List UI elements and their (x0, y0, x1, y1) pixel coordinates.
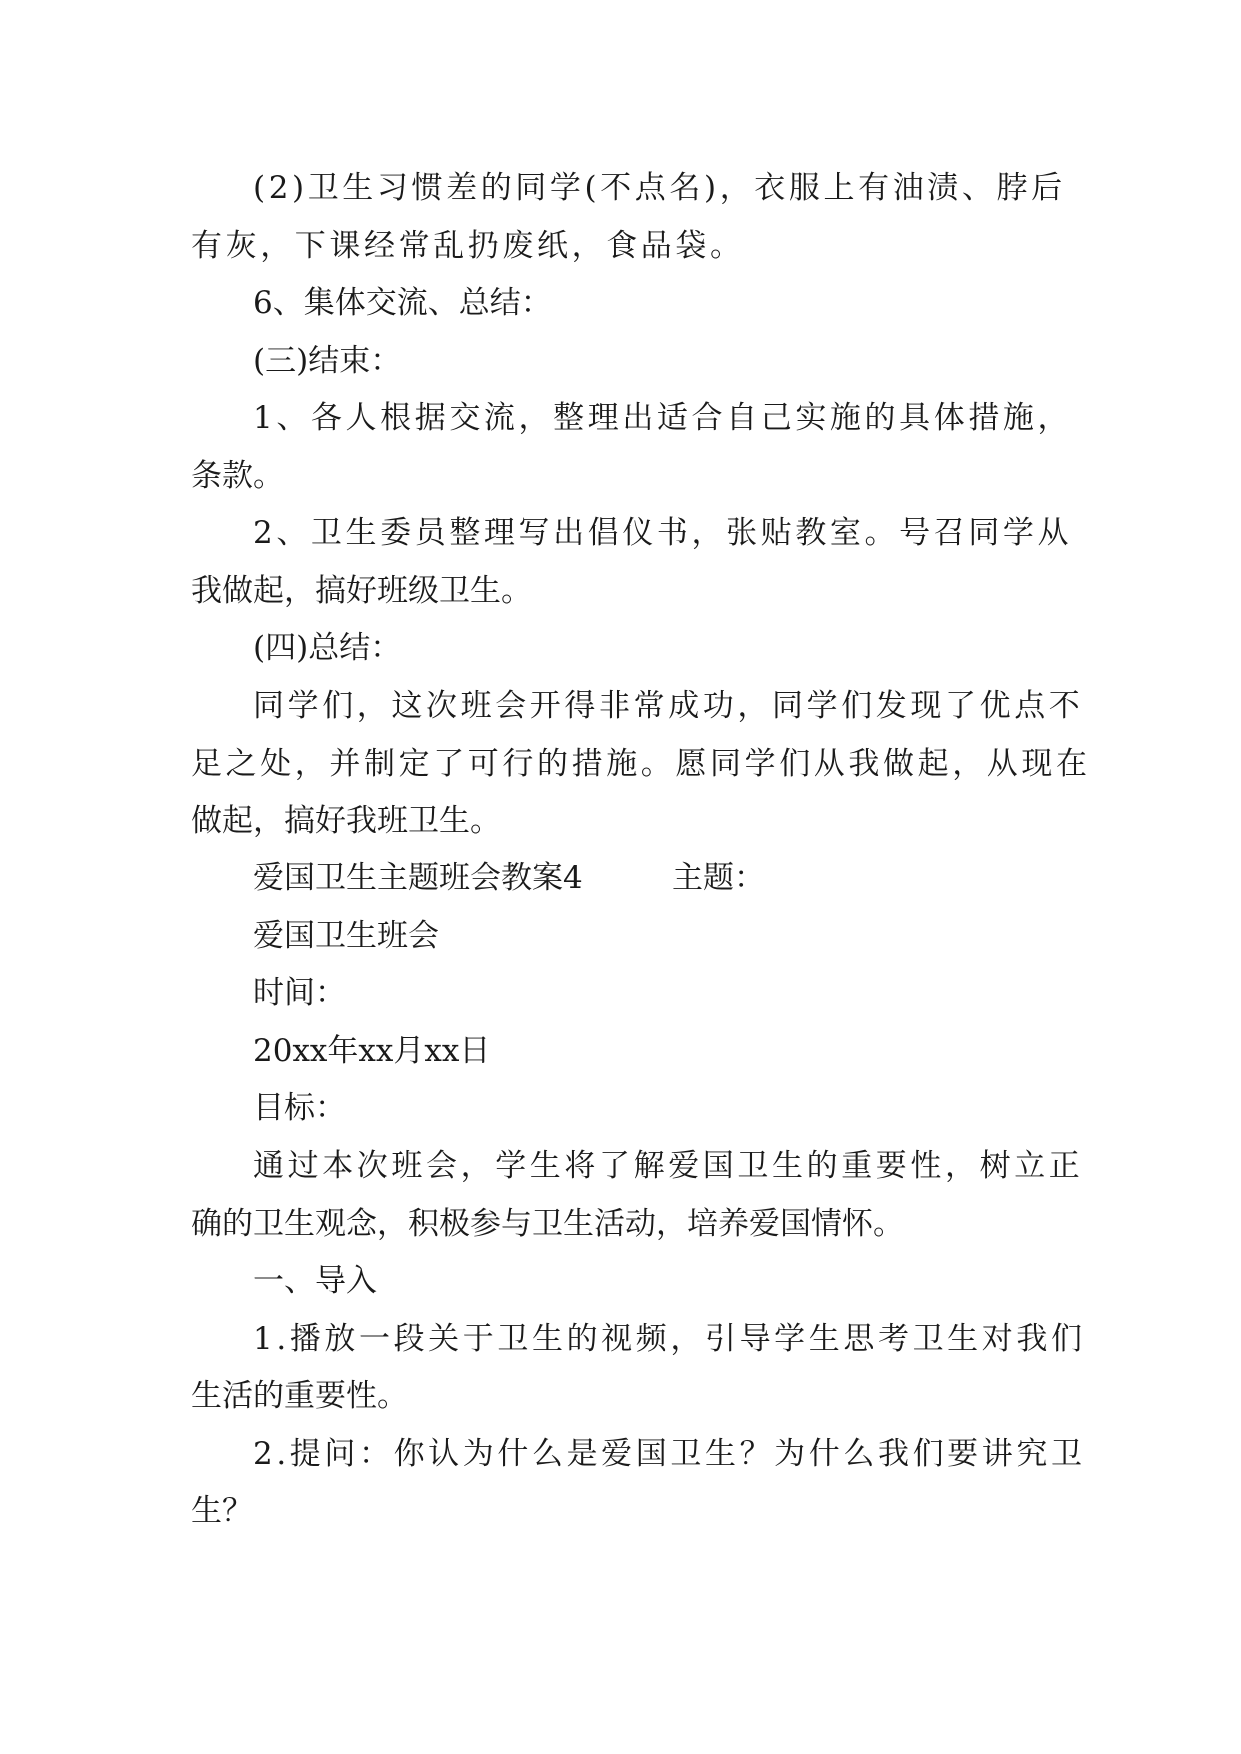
paragraph-line: 通过本次班会，学生将了解爱国卫生的重要性，树立正 (253, 1148, 1084, 1184)
lesson-plan-title: 爱国卫生主题班会教案4 (253, 860, 583, 896)
paragraph-line: 确的卫生观念，积极参与卫生活动，培养爱国情怀。 (191, 1206, 904, 1242)
paragraph-line: 生？ (191, 1493, 253, 1529)
paragraph-line: 6、集体交流、总结： (253, 285, 552, 321)
paragraph-line: (2)卫生习惯差的同学(不点名)，衣服上有油渍、脖后 (253, 170, 1066, 206)
section-heading: (四)总结： (253, 630, 402, 666)
time-label: 时间： (253, 975, 346, 1011)
paragraph-line: 2、卫生委员整理写出倡仪书，张贴教室。号召同学从 (253, 515, 1073, 551)
paragraph-line: 足之处，并制定了可行的措施。愿同学们从我做起，从现在 (191, 746, 1091, 782)
paragraph-line: 1、各人根据交流，整理出适合自己实施的具体措施， (253, 400, 1073, 436)
paragraph-line: 做起，搞好我班卫生。 (191, 803, 501, 839)
theme-value: 爱国卫生班会 (253, 918, 439, 954)
paragraph-line: 条款。 (191, 458, 284, 494)
paragraph-line: 生活的重要性。 (191, 1378, 408, 1414)
paragraph-line: 我做起，搞好班级卫生。 (191, 573, 532, 609)
paragraph-line: 有灰，下课经常乱扔废纸，食品袋。 (191, 228, 745, 264)
time-value: 20xx年xx月xx日 (253, 1033, 491, 1069)
section-heading: 一、导入 (253, 1263, 377, 1299)
theme-label: 主题： (672, 860, 765, 896)
paragraph-line: 2.提问：你认为什么是爱国卫生？为什么我们要讲究卫 (253, 1436, 1086, 1472)
paragraph-line: 1.播放一段关于卫生的视频，引导学生思考卫生对我们 (253, 1321, 1086, 1357)
section-heading: (三)结束： (253, 343, 402, 379)
paragraph-line: 同学们，这次班会开得非常成功，同学们发现了优点不 (253, 688, 1084, 724)
goal-label: 目标： (253, 1090, 346, 1126)
